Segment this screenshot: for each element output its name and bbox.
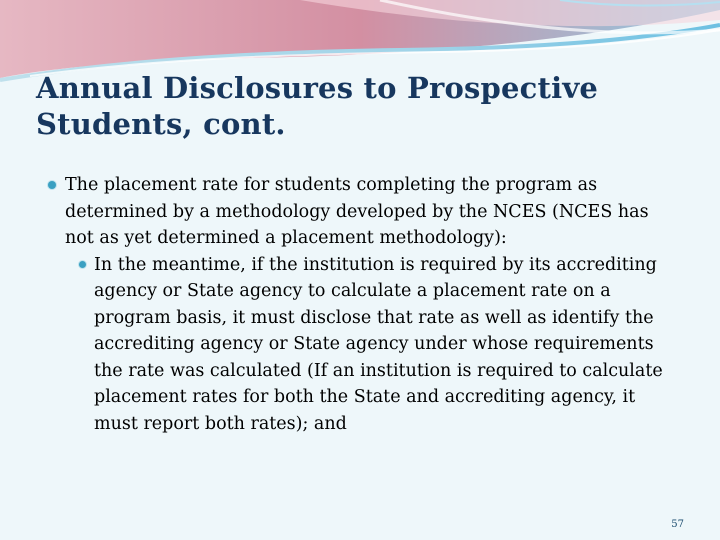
bullet-text: The placement rate for students completing the program as determined by a methodology developed by the NCES (NCES has not as yet determined a placement methodology): (65, 175, 649, 248)
slide-content (48, 172, 678, 437)
bullet-item (48, 172, 678, 252)
slide-title: Annual Disclosures to Prospective Students, cont. (36, 71, 599, 141)
bullet-icon (79, 261, 86, 268)
sub-bullet-item (48, 252, 678, 438)
sub-bullet-text: In the meantime, if the institution is required by its accrediting agency or State agency to calculate a placement rate on a program basis, it must disclose that rate as well as identify the accrediting agency or State agency under whose requirements the rate was calculated (If an institution is required to calculate placement rates for both the State and accrediting agency, it must report both rates); and (94, 254, 663, 434)
bullet-icon (48, 181, 56, 189)
page-number: 57 (671, 519, 684, 530)
